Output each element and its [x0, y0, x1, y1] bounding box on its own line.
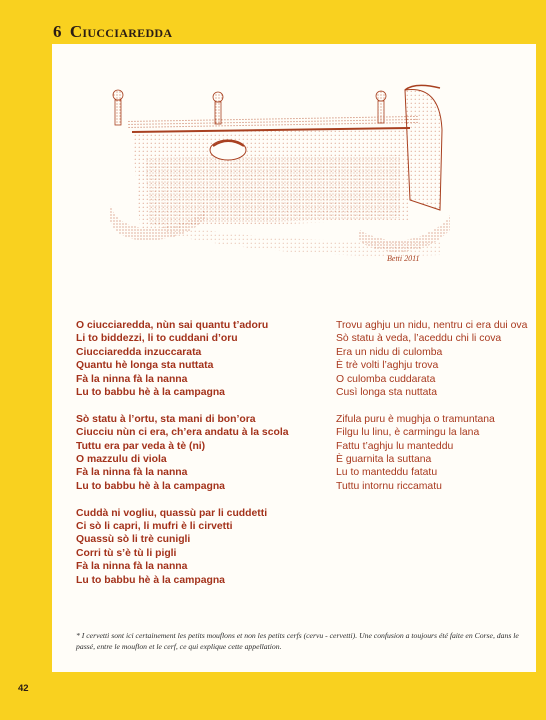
page-title	[53, 22, 172, 42]
lyric-line: Filgu lu linu, è carmingu la lana	[336, 427, 480, 439]
lyric-line: Corri tù s’è tù li pigli	[76, 547, 177, 559]
cradle-illustration	[110, 70, 450, 275]
lyric-line: Lu to manteddu fatatu	[336, 467, 438, 479]
page-number: 42	[18, 683, 29, 694]
lyric-line: Sò statu à veda, l’aceddu chi li cova	[336, 333, 502, 345]
lyric-line: Cuddà ni vogliu, quassù par li cuddetti	[76, 507, 268, 519]
lyric-line: O mazzulu di viola	[76, 454, 167, 466]
lyric-line: Lu to babbu hè à la campagna	[76, 480, 225, 492]
lyric-line: Quantu hè longa sta nuttata	[76, 360, 214, 372]
stanza	[76, 319, 336, 399]
stanza	[336, 319, 536, 399]
lyric-line: Cusì longa sta nuttata	[336, 387, 438, 399]
lyric-line: Tuttu era par veda à tè (ni)	[76, 440, 206, 452]
lyric-line: Ci sò li capri, li mufri è li cirvetti	[76, 521, 233, 533]
lyric-line: È guarnita la suttana	[336, 454, 432, 466]
lyric-line: Ciucciu nùn ci era, ch’era andatu à la scola	[76, 427, 289, 439]
lyric-line: Fà la ninna fà la nanna	[76, 467, 188, 479]
lyric-line: Fattu t’aghju lu manteddu	[336, 440, 454, 452]
stanza	[76, 413, 336, 493]
song-title: Ciucciaredda	[69, 22, 173, 41]
song-number: 6	[53, 22, 62, 41]
illustration-signature: Betti 2011	[387, 254, 420, 263]
lyric-line: È trè volti l’aghju trova	[336, 360, 439, 372]
stanza	[76, 507, 336, 587]
lyrics-corsican-left	[76, 319, 336, 600]
lyric-line: Era un nidu di culomba	[336, 346, 443, 358]
footnote: * I cervetti sont ici certainement les petits mouflons et non les petits cerfs (cervu - cervetti). Une confusion a toujours été faite en Corse, dans le passé, entre le mouflon et le cerf, ce qui explique cette appellation.	[76, 631, 519, 651]
lyric-line: Zifula puru è mughja o tramuntana	[336, 413, 495, 425]
lyric-line: O ciucciaredda, nùn sai quantu t’adoru	[76, 320, 269, 331]
lyric-line: Ciucciaredda inzuccarata	[76, 346, 202, 358]
lyric-line: Sò statu à l’ortu, sta mani di bon’ora	[76, 413, 256, 425]
lyrics-corsican-right	[336, 319, 536, 507]
lyric-line: Li to biddezzi, li to cuddani d’oru	[76, 333, 238, 345]
lyric-line: Tuttu intornu riccamatu	[336, 480, 442, 492]
lyric-line: Quassù sò li trè cunigli	[76, 534, 191, 546]
lyric-line: O culomba cuddarata	[336, 373, 436, 385]
lyric-line: Lu to babbu hè à la campagna	[76, 387, 225, 399]
stanza	[336, 413, 536, 493]
lyric-line: Fà la ninna fà la nanna	[76, 561, 188, 573]
lyric-line: Trovu aghju un nidu, nentru ci era dui ova	[336, 320, 528, 331]
lyric-line: Lu to babbu hè à la campagna	[76, 574, 225, 586]
lyric-line: Fà la ninna fà la nanna	[76, 373, 188, 385]
